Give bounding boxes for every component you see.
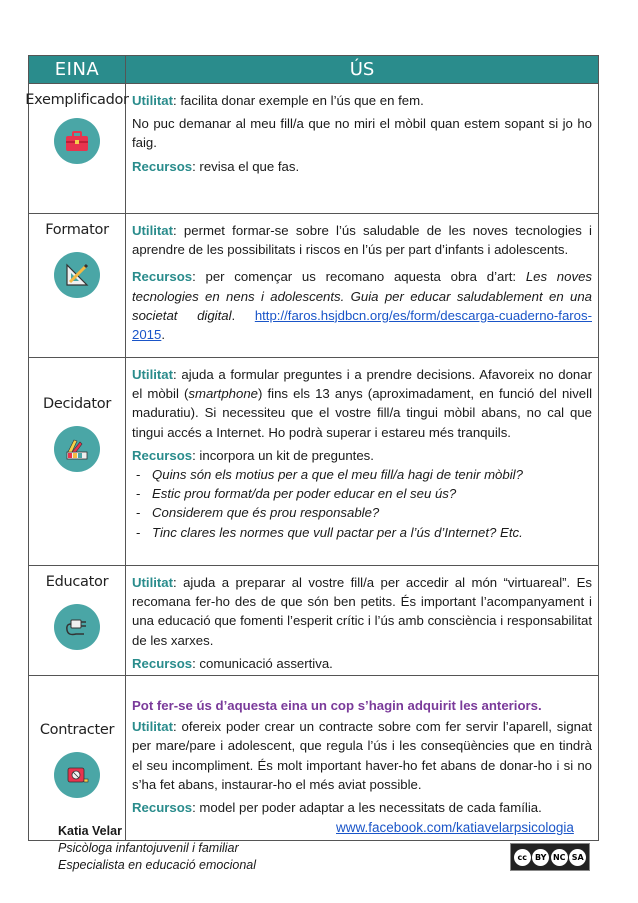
author-name: Katia Velar — [58, 824, 122, 838]
table-row: Decidator Utilitat: ajuda a formular preguntes i a prendre decisions. Afavoreix no donar el mòbil (smartphone) fins els 13 anys (aproximadament, en funció del nivell maduratiu). Si necessiteu que el vostre fill/a tingui mòbil abans, no cal que tingui accés a Internet. Ho podrà superar i estareu més tranquils. Recursos: incorpora un kit de preguntes. - Quins són els motius per a que el meu fill/a hagi de tenir mòbil? - Estic prou format/da per poder educar en el seu ús? - Considerem que és prou responsable? - Tinc clares les normes que vull pactar per a l’ús d’Internet? Etc. — [29, 358, 598, 566]
sa-icon: SA — [569, 849, 586, 866]
questions-list — [132, 465, 592, 542]
by-icon: BY — [532, 849, 549, 866]
tools-table — [25, 55, 599, 841]
plug-icon — [54, 604, 100, 650]
tool-name: Formator — [45, 222, 109, 238]
briefcase-icon — [54, 118, 100, 164]
header-us: ÚS — [349, 59, 375, 80]
color-swatch-icon — [54, 426, 100, 472]
list-item: - Tinc clares les normes que vull pactar per a l’ús d’Internet? Etc. — [132, 523, 592, 542]
header-eina: EINA — [29, 56, 126, 83]
nc-icon: NC — [551, 849, 568, 866]
tape-measure-icon — [54, 752, 100, 798]
cc-icon: cc — [514, 849, 531, 866]
facebook-link[interactable]: www.facebook.com/katiavelarpsicologia — [336, 820, 574, 835]
prerequisite-note: Pot fer-se ús d’aquesta eina un cop s’hagin adquirit les anteriors. — [132, 698, 542, 713]
author-specialty: Especialista en educació emocional — [58, 858, 257, 872]
author-block — [58, 823, 256, 874]
tool-name: Exemplificador — [25, 92, 129, 108]
list-item: - Considerem que és prou responsable? — [132, 503, 592, 522]
cc-license-badge — [510, 843, 590, 871]
table-row: Contracter Pot fer-se ús d’aquesta eina un cop s’hagin adquirit les anteriors. Utilitat: ofereix poder crear un contracte sobre com fer servir l’aparell, signat per mare/pare i adolescent, que regula l’ús i les conseqüències que en tindrà el seu incompliment. És molt important haver-ho fet abans de donar-ho i si no s’ha fet abans, instaurar-ho el més aviat possible. Recursos: model per poder adaptar a les necessitats de cada família. — [29, 676, 598, 840]
ruler-pencil-icon — [54, 252, 100, 298]
list-item: - Quins són els motius per a que el meu fill/a hagi de tenir mòbil? — [132, 465, 592, 484]
author-role: Psicòloga infantojuvenil i familiar — [58, 841, 239, 855]
table-row: Educator Utilitat: ajuda a preparar al vostre fill/a per accedir al món “virtuareal”. Es recomana fer-ho des de que són ben petits. És important l’acompanyament i una educació que fomenti l’esperit crític i l’ús amb consciència i responsabilitat de les xarxes. Recursos: comunicació assertiva. — [29, 566, 598, 676]
faros-link[interactable]: http://faros.hsjdbcn.org/es/form/descarga-cuaderno-faros-2015 — [132, 307, 592, 343]
table-header — [29, 56, 598, 84]
list-item: - Estic prou format/da per poder educar en el seu ús? — [132, 484, 592, 503]
tool-name: Decidator — [43, 396, 111, 412]
table-row: Formator Utilitat: permet formar-se sobre l’ús saludable de les noves tecnologies i aprendre de les possibilitats i riscos en l’ús per part d’infants i adolescents. Recursos: per començar us recomano aquesta obra d’art: Les noves tecnologies en nens i adolescents. Guia per educar saludablement en una societat digital. http://faros.hsjdbcn.org/es/form/descarga-cuaderno-faros-2015. — [29, 214, 598, 358]
table-row: Exemplificador Utilitat: facilita donar exemple en l’ús que en fem. No puc demanar al meu fill/a que no miri el mòbil quan estem sopant si jo ho faig. Recursos: revisa el que fas. — [29, 84, 598, 214]
tool-name: Educator — [45, 574, 109, 590]
tool-name: Contracter — [39, 722, 115, 738]
